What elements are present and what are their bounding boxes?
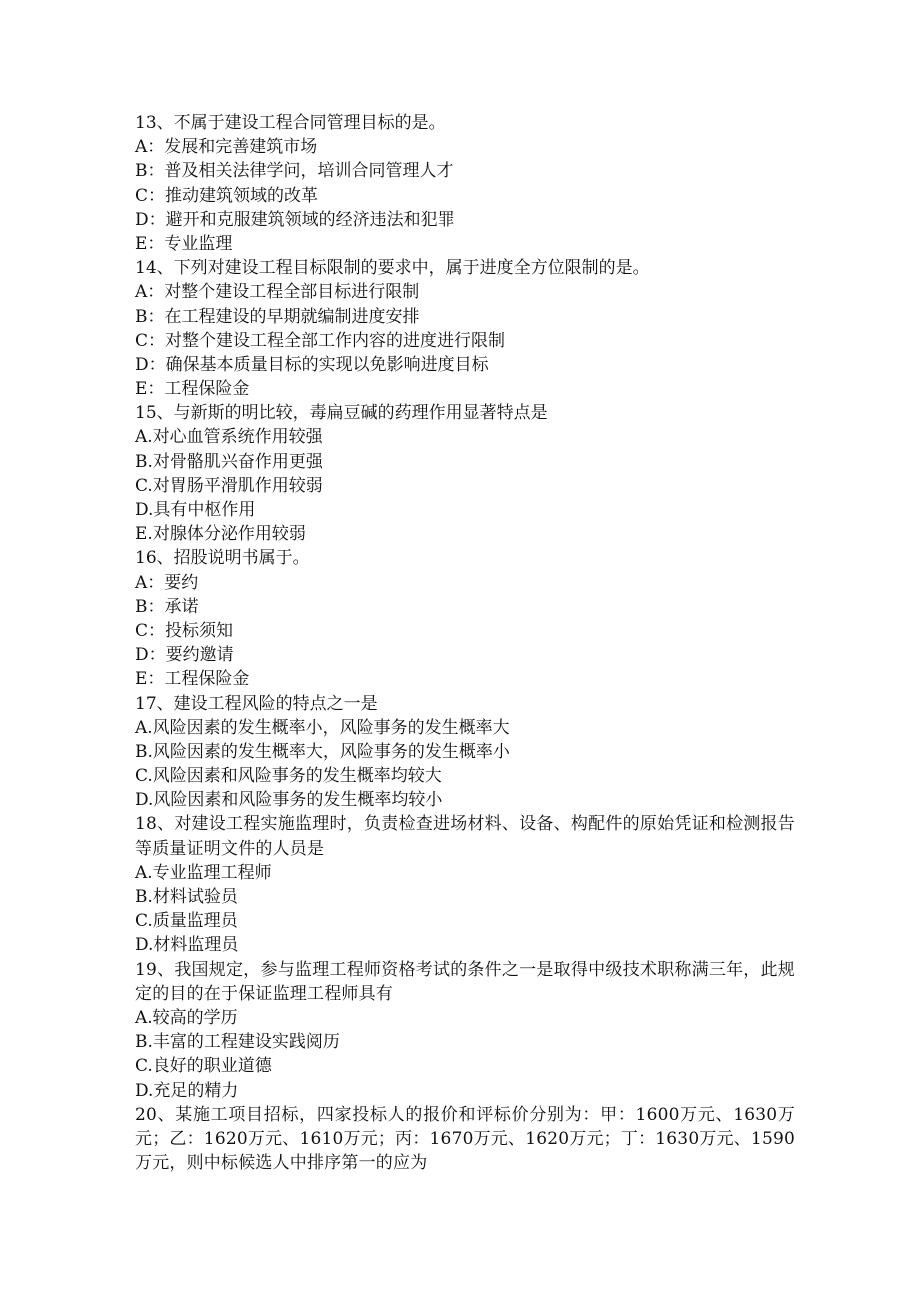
option-a: A：发展和完善建筑市场: [135, 137, 318, 158]
option-a: A.较高的学历: [135, 1008, 238, 1028]
option-b: B.对骨骼肌兴奋作用更强: [135, 451, 323, 472]
option-d: D.具有中枢作用: [135, 500, 256, 520]
option-c: C：对整个建设工程全部工作内容的进度进行限制: [135, 330, 506, 351]
question-stem: 20、某施工项目招标，四家投标人的报价和评标价分别为：甲：1600万元、1630万元；乙：1620万元、1610万元；丙：1670万元、1620万元；丁：1630万元、1590万元，则中标候选人中排序第一的应为: [135, 1104, 795, 1174]
option-d: D：要约邀请: [135, 645, 234, 666]
option-d: D：避开和克服建筑领域的经济违法和犯罪: [135, 209, 455, 230]
option-a: A.专业监理工程师: [135, 862, 272, 883]
question-list: [135, 111, 795, 1175]
option-a: A.对心血管系统作用较强: [135, 427, 323, 448]
question-16: [135, 546, 795, 691]
option-c: C.风险因素和风险事务的发生概率均较大: [135, 766, 442, 787]
question-stem: 13、不属于建设工程合同管理目标的是。: [135, 113, 446, 133]
question-15: [135, 401, 795, 546]
option-c: C.对胃肠平滑肌作用较弱: [135, 475, 323, 496]
option-d: D.充足的精力: [135, 1080, 239, 1101]
option-d: D：确保基本质量目标的实现以免影响进度目标: [135, 354, 489, 375]
option-d: D.风险因素和风险事务的发生概率均较小: [135, 790, 443, 811]
question-stem: 16、招股说明书属于。: [135, 548, 310, 569]
option-a: A.风险因素的发生概率小，风险事务的发生概率大: [135, 717, 510, 738]
question-20: [135, 1103, 795, 1176]
question-stem: 14、下列对建设工程目标限制的要求中，属于进度全方位限制的是。: [135, 258, 650, 279]
question-14: [135, 256, 795, 401]
option-d: D.材料监理员: [135, 935, 239, 956]
option-c: C.良好的职业道德: [135, 1056, 272, 1077]
question-stem: 19、我国规定，参与监理工程师资格考试的条件之一是取得中级技术职称满三年，此规定的目的在于保证监理工程师具有: [135, 959, 795, 1004]
option-b: B.材料试验员: [135, 887, 238, 908]
question-18: [135, 812, 795, 957]
option-e: E：专业监理: [135, 233, 233, 254]
option-c: C：投标须知: [135, 620, 234, 641]
option-e: E.对腺体分泌作用较弱: [135, 524, 306, 545]
question-13: [135, 111, 795, 256]
option-e: E：工程保险金: [135, 379, 250, 400]
option-b: B.丰富的工程建设实践阅历: [135, 1032, 340, 1053]
question-stem: 15、与新斯的明比较，毒扁豆碱的药理作用显著特点是: [135, 403, 548, 424]
option-e: E：工程保险金: [135, 669, 250, 690]
option-b: B.风险因素的发生概率大，风险事务的发生概率小: [135, 741, 510, 762]
option-b: B：承诺: [135, 596, 199, 617]
question-19: [135, 958, 795, 1103]
question-17: [135, 692, 795, 813]
question-stem: 18、对建设工程实施监理时，负责检查进场材料、设备、构配件的原始凭证和检测报告等质量证明文件的人员是: [135, 814, 795, 859]
option-c: C.质量监理员: [135, 911, 238, 932]
option-a: A：对整个建设工程全部目标进行限制: [135, 282, 420, 303]
option-b: B：普及相关法律学问，培训合同管理人才: [135, 161, 454, 182]
option-b: B：在工程建设的早期就编制进度安排: [135, 306, 420, 327]
option-c: C：推动建筑领域的改革: [135, 185, 319, 206]
option-a: A：要约: [135, 572, 199, 593]
question-stem: 17、建设工程风险的特点之一是: [135, 693, 378, 714]
